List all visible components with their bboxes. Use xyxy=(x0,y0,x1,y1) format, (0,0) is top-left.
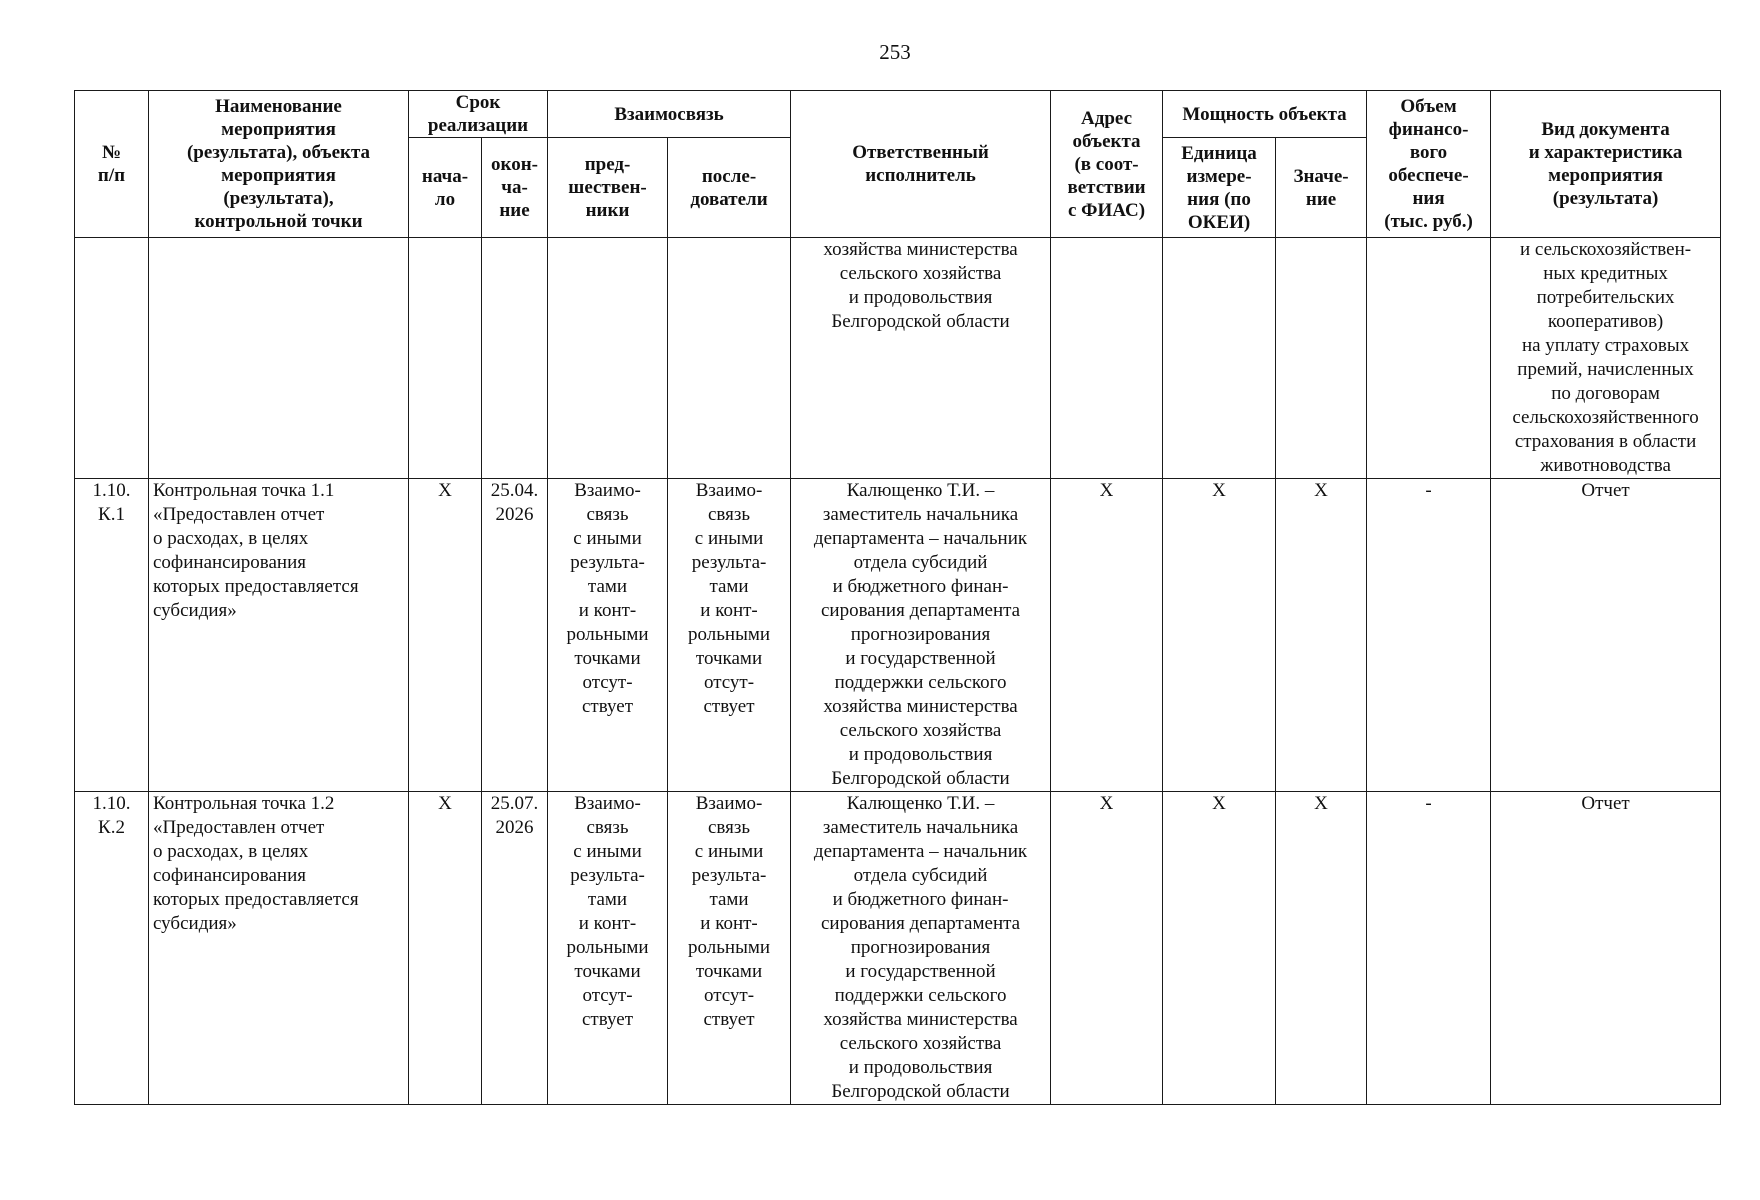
header-responsible: Ответственный исполнитель xyxy=(791,91,1051,238)
cell-address xyxy=(1051,238,1163,479)
cell-num: 1.10. К.2 xyxy=(75,792,149,1105)
cell-responsible: хозяйства министерства сельского хозяйства и продовольствия Белгородской области xyxy=(791,238,1051,479)
cell-doc-type: Отчет xyxy=(1491,792,1721,1105)
cell-doc-type: Отчет xyxy=(1491,479,1721,792)
header-cap-unit: Единица измере- ния (по ОКЕИ) xyxy=(1163,138,1276,238)
cell-num xyxy=(75,238,149,479)
cell-finance: - xyxy=(1367,792,1491,1105)
cell-end xyxy=(482,238,548,479)
header-link: Взаимосвязь xyxy=(548,91,791,138)
cell-finance xyxy=(1367,238,1491,479)
table-row xyxy=(75,792,1721,1105)
header-period-start: нача- ло xyxy=(409,138,482,238)
cell-end: 25.07. 2026 xyxy=(482,792,548,1105)
header-address: Адрес объекта (в соот- ветствии с ФИАС) xyxy=(1051,91,1163,238)
cell-address: X xyxy=(1051,479,1163,792)
cell-finance: - xyxy=(1367,479,1491,792)
header-num: № п/п xyxy=(75,91,149,238)
header-link-next: после- дователи xyxy=(668,138,791,238)
table-row-continuation xyxy=(75,238,1721,479)
cell-value xyxy=(1276,238,1367,479)
table-row xyxy=(75,479,1721,792)
cell-address: X xyxy=(1051,792,1163,1105)
cell-start xyxy=(409,238,482,479)
cell-value: X xyxy=(1276,479,1367,792)
plan-table xyxy=(74,90,1721,1105)
header-link-prev: пред- шествен- ники xyxy=(548,138,668,238)
header-doc-type: Вид документа и характеристика мероприятия (результата) xyxy=(1491,91,1721,238)
header-finance: Объем финансо- вого обеспече- ния (тыс. руб.) xyxy=(1367,91,1491,238)
cell-num: 1.10. К.1 xyxy=(75,479,149,792)
cell-start: X xyxy=(409,479,482,792)
cell-next: Взаимо- связь с иными результа- тами и конт- рольными точками отсут- ствует xyxy=(668,792,791,1105)
header-name: Наименование мероприятия (результата), объекта мероприятия (результата), контрольной точки xyxy=(149,91,409,238)
cell-unit: X xyxy=(1163,792,1276,1105)
cell-responsible: Калющенко Т.И. – заместитель начальника департамента – начальник отдела субсидий и бюджетного финан- сирования департамента прогнозирования и государственной поддержки сельского хозяйства министерства сельского хозяйства и продовольствия Белгородской области xyxy=(791,792,1051,1105)
page-number: 253 xyxy=(879,40,911,64)
header-cap-value: Значе- ние xyxy=(1276,138,1367,238)
cell-responsible: Калющенко Т.И. – заместитель начальника департамента – начальник отдела субсидий и бюджетного финан- сирования департамента прогнозирования и государственной поддержки сельского хозяйства министерства сельского хозяйства и продовольствия Белгородской области xyxy=(791,479,1051,792)
cell-name xyxy=(149,238,409,479)
cell-next xyxy=(668,238,791,479)
cell-value: X xyxy=(1276,792,1367,1105)
header-period-end: окон- ча- ние xyxy=(482,138,548,238)
cell-next: Взаимо- связь с иными результа- тами и конт- рольными точками отсут- ствует xyxy=(668,479,791,792)
cell-name: Контрольная точка 1.2 «Предоставлен отчет о расходах, в целях софинансирования которых предоставляется субсидия» xyxy=(149,792,409,1105)
cell-name: Контрольная точка 1.1 «Предоставлен отчет о расходах, в целях софинансирования которых предоставляется субсидия» xyxy=(149,479,409,792)
cell-prev xyxy=(548,238,668,479)
cell-start: X xyxy=(409,792,482,1105)
header-period: Срок реализации xyxy=(409,91,548,138)
cell-unit xyxy=(1163,238,1276,479)
cell-unit: X xyxy=(1163,479,1276,792)
cell-doc-type: и сельскохозяйствен- ных кредитных потребительских кооперативов) на уплату страховых премий, начисленных по договорам сельскохозяйственного страхования в области животноводства xyxy=(1491,238,1721,479)
header-row-top xyxy=(75,91,1721,138)
cell-end: 25.04. 2026 xyxy=(482,479,548,792)
header-capacity: Мощность объекта xyxy=(1163,91,1367,138)
cell-prev: Взаимо- связь с иными результа- тами и конт- рольными точками отсут- ствует xyxy=(548,792,668,1105)
cell-prev: Взаимо- связь с иными результа- тами и конт- рольными точками отсут- ствует xyxy=(548,479,668,792)
